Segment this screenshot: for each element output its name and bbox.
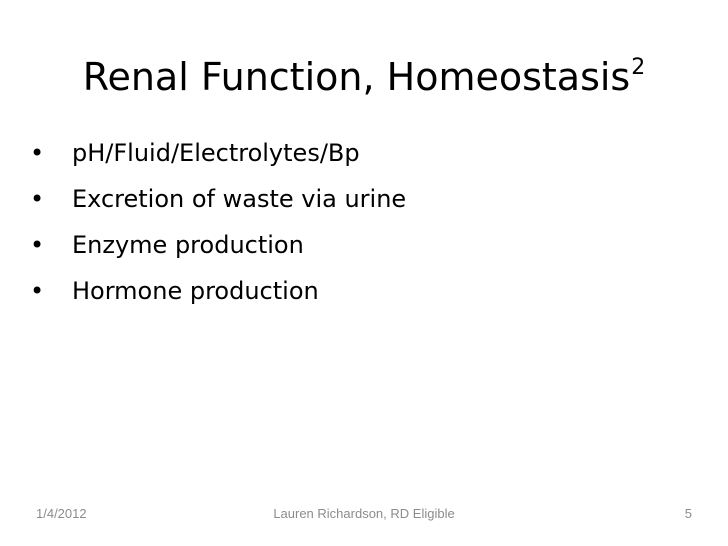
bullet-dot: • bbox=[30, 231, 45, 259]
footer-page-number: 5 bbox=[684, 506, 692, 521]
bullet-text: pH/Fluid/Electrolytes/Bp bbox=[72, 139, 360, 167]
slide-title bbox=[0, 44, 728, 101]
footer-author: Lauren Richardson, RD Eligible bbox=[273, 506, 455, 521]
bullet-list bbox=[30, 134, 700, 318]
bullet-text: Excretion of waste via urine bbox=[72, 185, 407, 213]
bullet-text: Enzyme production bbox=[72, 231, 304, 259]
bullet-item bbox=[30, 272, 700, 318]
bullet-dot: • bbox=[30, 139, 45, 167]
bullet-item bbox=[30, 226, 700, 272]
bullet-text: Hormone production bbox=[72, 277, 319, 305]
bullet-dot: • bbox=[30, 185, 45, 213]
footer-date: 1/4/2012 bbox=[36, 506, 87, 521]
bullet-item bbox=[30, 180, 700, 226]
slide-title-superscript: 2 bbox=[631, 55, 646, 80]
slide-title-text: Renal Function, Homeostasis bbox=[82, 55, 631, 99]
bullet-item bbox=[30, 134, 700, 180]
bullet-dot: • bbox=[30, 277, 45, 305]
slide-footer bbox=[36, 504, 692, 524]
